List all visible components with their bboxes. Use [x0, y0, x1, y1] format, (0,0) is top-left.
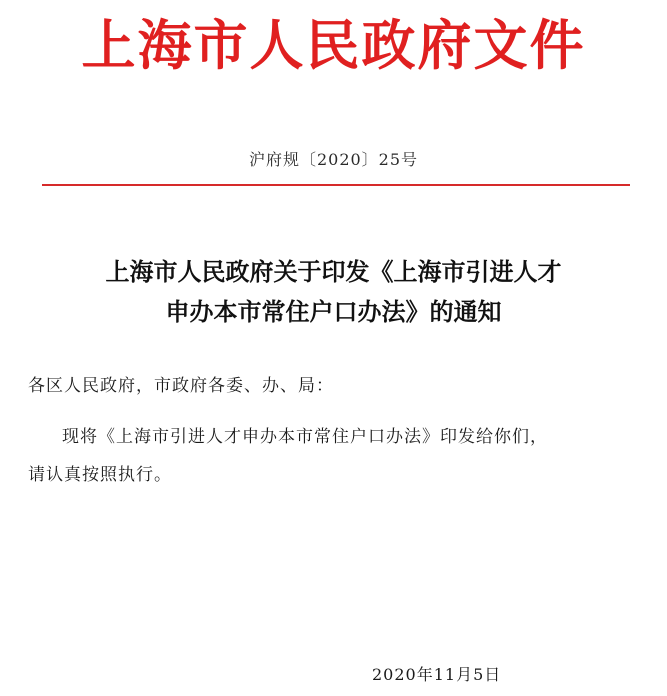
notice-title-line2: 申办本市常住户口办法》的通知	[165, 297, 502, 326]
body-paragraph-line2: 请认真按照执行。	[28, 465, 172, 485]
document-masthead: 上海市人民政府文件	[81, 13, 586, 77]
issue-date: 2020年11月5日	[372, 665, 502, 684]
body-paragraph-line1: 现将《上海市引进人才申办本市常住户口办法》印发给你们，	[62, 427, 548, 447]
salutation: 各区人民政府，市政府各委、办、局：	[28, 376, 334, 396]
notice-title	[0, 252, 667, 332]
notice-body	[28, 418, 648, 494]
document-number: 沪府规〔2020〕25号	[248, 150, 419, 169]
red-divider-line	[42, 184, 630, 186]
notice-title-line1: 上海市人民政府关于印发《上海市引进人才	[105, 257, 562, 286]
